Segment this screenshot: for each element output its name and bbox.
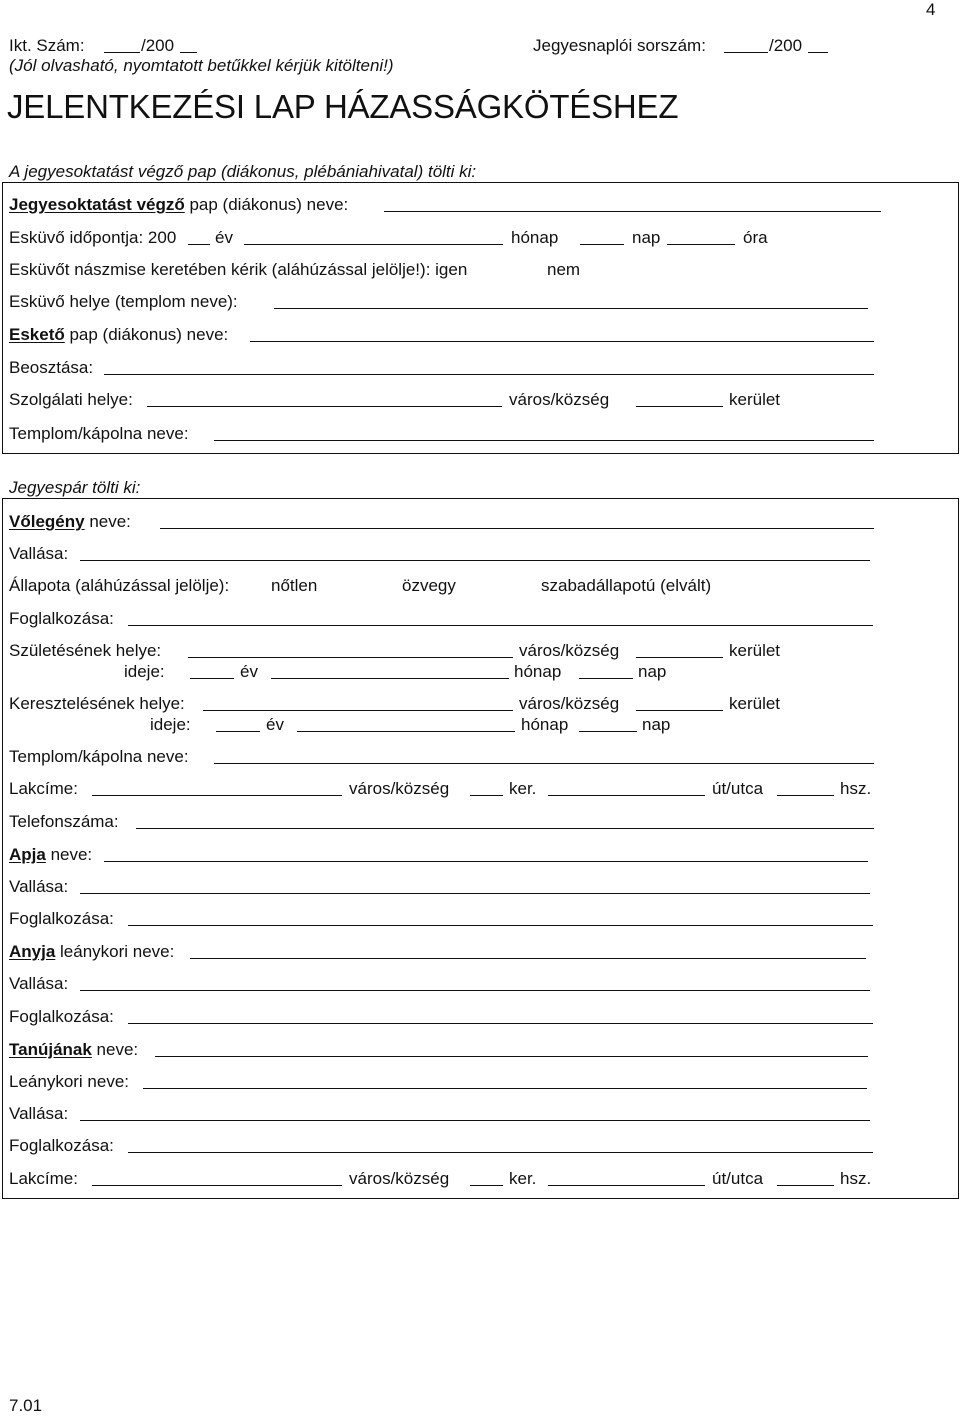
groom-address-district-field[interactable] xyxy=(470,795,503,796)
witness-name-field[interactable] xyxy=(155,1056,868,1057)
witness-address-varos-label: város/község xyxy=(349,1169,450,1188)
witness-maiden-label: Leánykori neve: xyxy=(9,1072,130,1091)
witness-label xyxy=(9,1040,138,1060)
groom-baptism-label: Keresztelésének helye: xyxy=(9,694,185,713)
page-number: 4 xyxy=(926,0,936,19)
groom-birthplace-label: Születésének helye: xyxy=(9,641,162,660)
groom-label-rest: neve: xyxy=(84,512,131,531)
birth-kerulet-label: kerület xyxy=(729,641,781,660)
ikt-szam-field[interactable] xyxy=(104,52,140,53)
witness-label-strong: Tanújának xyxy=(9,1040,92,1059)
witness-address-ker-label: ker. xyxy=(509,1169,537,1188)
baptism-ev-label: év xyxy=(266,715,284,734)
groom-phone-label: Telefonszáma: xyxy=(9,812,119,831)
father-religion-label: Vallása: xyxy=(9,877,69,896)
father-name-field[interactable] xyxy=(104,861,868,862)
father-label xyxy=(9,845,92,865)
wedding-month-field[interactable] xyxy=(244,244,503,245)
witness-address-city-field[interactable] xyxy=(92,1185,342,1186)
mother-occupation-label: Foglalkozása: xyxy=(9,1007,114,1026)
officiant-name-field[interactable] xyxy=(250,341,874,342)
baptism-day-field[interactable] xyxy=(579,731,637,732)
wedding-ev-label: év xyxy=(215,228,233,247)
teacher-name-field[interactable] xyxy=(384,211,881,212)
birth-honap-label: hónap xyxy=(514,662,562,681)
witness-address-label: Lakcíme: xyxy=(9,1169,78,1188)
couple-section-box xyxy=(2,498,959,1199)
father-label-rest: neve: xyxy=(45,845,93,864)
wedding-hour-field[interactable] xyxy=(667,244,735,245)
mother-label-rest: leánykori neve: xyxy=(55,942,175,961)
groom-occupation-field[interactable] xyxy=(128,625,873,626)
father-occupation-field[interactable] xyxy=(128,925,873,926)
witness-label-rest: neve: xyxy=(91,1040,139,1059)
couple-section-intro: Jegyespár tölti ki: xyxy=(9,478,141,497)
teacher-label-rest: pap (diákonus) neve: xyxy=(184,195,349,214)
groom-religion-label: Vallása: xyxy=(9,544,69,563)
position-label: Beosztása: xyxy=(9,358,94,377)
jegyesnaplo-field[interactable] xyxy=(724,52,768,53)
mother-label-strong: Anyja xyxy=(9,942,56,961)
service-place-label: Szolgálati helye: xyxy=(9,390,133,409)
birth-nap-label: nap xyxy=(638,662,667,681)
witness-address-street-field[interactable] xyxy=(548,1185,705,1186)
birth-ideje-label: ideje: xyxy=(124,662,165,681)
witness-maiden-field[interactable] xyxy=(143,1088,867,1089)
service-kerulet-label: kerület xyxy=(729,390,781,409)
groom-status-label: Állapota (aláhúzással jelölje): xyxy=(9,576,230,595)
wedding-honap-label: hónap xyxy=(511,228,559,247)
birth-day-field[interactable] xyxy=(579,678,633,679)
jegyesnaplo-label: Jegyesnaplói sorszám: xyxy=(533,36,706,55)
fill-instruction: (Jól olvasható, nyomtatott betűkkel kérjük kitölteni!) xyxy=(9,56,394,75)
groom-address-varos-label: város/község xyxy=(349,779,450,798)
officiant-label-rest: pap (diákonus) neve: xyxy=(64,325,229,344)
jegyesnaplo-suffix: /200 xyxy=(769,36,803,55)
wedding-day-field[interactable] xyxy=(580,244,624,245)
nuptial-mass-nem-option[interactable]: nem xyxy=(547,260,581,279)
position-field[interactable] xyxy=(104,374,874,375)
groom-address-ker-label: ker. xyxy=(509,779,537,798)
groom-religion-field[interactable] xyxy=(80,560,870,561)
groom-birthplace-field[interactable] xyxy=(188,657,513,658)
service-district-field[interactable] xyxy=(636,406,723,407)
witness-occupation-label: Foglalkozása: xyxy=(9,1136,114,1155)
birth-ev-label: év xyxy=(240,662,258,681)
birth-district-field[interactable] xyxy=(636,657,723,658)
wedding-place-label: Esküvő helye (templom neve): xyxy=(9,292,238,311)
groom-church-label: Templom/kápolna neve: xyxy=(9,747,189,766)
witness-address-utca-label: út/utca xyxy=(712,1169,764,1188)
priest-section-box xyxy=(2,182,959,454)
father-religion-field[interactable] xyxy=(80,893,870,894)
status-option-szabadallapotu[interactable]: szabadállapotú (elvált) xyxy=(541,576,712,595)
status-option-ozvegy[interactable]: özvegy xyxy=(402,576,456,595)
teacher-label xyxy=(9,195,348,215)
baptism-honap-label: hónap xyxy=(521,715,569,734)
priest-church-label: Templom/kápolna neve: xyxy=(9,424,189,443)
wedding-year-field[interactable] xyxy=(188,244,210,245)
groom-address-number-field[interactable] xyxy=(777,795,834,796)
groom-occupation-label: Foglalkozása: xyxy=(9,609,114,628)
baptism-district-field[interactable] xyxy=(636,710,723,711)
mother-occupation-field[interactable] xyxy=(128,1023,873,1024)
jegyesnaplo-year-field[interactable] xyxy=(808,52,828,53)
witness-religion-label: Vallása: xyxy=(9,1104,69,1123)
groom-label-strong: Vőlegény xyxy=(9,512,85,531)
baptism-varos-label: város/község xyxy=(519,694,620,713)
witness-address-district-field[interactable] xyxy=(470,1185,503,1186)
service-varos-label: város/község xyxy=(509,390,610,409)
birth-month-field[interactable] xyxy=(271,678,509,679)
baptism-year-field[interactable] xyxy=(216,731,260,732)
priest-section-intro: A jegyesoktatást végző pap (diákonus, plébániahivatal) tölti ki: xyxy=(9,162,477,181)
ikt-szam-suffix: /200 xyxy=(141,36,175,55)
form-version-footer: 7.01 xyxy=(9,1396,43,1415)
mother-religion-field[interactable] xyxy=(80,990,870,991)
baptism-month-field[interactable] xyxy=(297,731,515,732)
birth-varos-label: város/község xyxy=(519,641,620,660)
service-place-field[interactable] xyxy=(147,406,502,407)
groom-name-field[interactable] xyxy=(160,528,874,529)
father-occupation-label: Foglalkozása: xyxy=(9,909,114,928)
wedding-place-field[interactable] xyxy=(274,308,868,309)
baptism-kerulet-label: kerület xyxy=(729,694,781,713)
wedding-ora-label: óra xyxy=(743,228,768,247)
groom-address-city-field[interactable] xyxy=(92,795,342,796)
page-title: JELENTKEZÉSI LAP HÁZASSÁGKÖTÉSHEZ xyxy=(7,88,679,125)
father-label-strong: Apja xyxy=(9,845,46,864)
mother-label xyxy=(9,942,174,962)
teacher-label-strong: Jegyesoktatást végző xyxy=(9,195,185,214)
wedding-nap-label: nap xyxy=(632,228,661,247)
witness-religion-field[interactable] xyxy=(80,1120,870,1121)
priest-church-field[interactable] xyxy=(214,440,874,441)
groom-church-field[interactable] xyxy=(214,763,874,764)
ikt-szam-year-field[interactable] xyxy=(180,52,197,53)
groom-address-utca-label: út/utca xyxy=(712,779,764,798)
witness-occupation-field[interactable] xyxy=(128,1152,873,1153)
status-option-notlen[interactable]: nőtlen xyxy=(271,576,318,595)
birth-year-field[interactable] xyxy=(190,678,234,679)
groom-baptism-field[interactable] xyxy=(203,710,513,711)
officiant-label xyxy=(9,325,228,345)
mother-name-field[interactable] xyxy=(190,958,866,959)
nuptial-mass-label: Esküvőt nászmise keretében kérik (aláhúzással jelölje!): igen xyxy=(9,260,468,279)
groom-address-street-field[interactable] xyxy=(548,795,705,796)
mother-religion-label: Vallása: xyxy=(9,974,69,993)
wedding-date-label: Esküvő időpontja: 200 xyxy=(9,228,177,247)
groom-label xyxy=(9,512,131,532)
witness-address-hsz-label: hsz. xyxy=(840,1169,872,1188)
groom-phone-field[interactable] xyxy=(136,828,874,829)
baptism-ideje-label: ideje: xyxy=(150,715,191,734)
ikt-szam-label: Ikt. Szám: xyxy=(9,36,85,55)
baptism-nap-label: nap xyxy=(642,715,671,734)
groom-address-hsz-label: hsz. xyxy=(840,779,872,798)
witness-address-number-field[interactable] xyxy=(777,1185,834,1186)
groom-address-label: Lakcíme: xyxy=(9,779,78,798)
officiant-label-strong: Eskető xyxy=(9,325,65,344)
